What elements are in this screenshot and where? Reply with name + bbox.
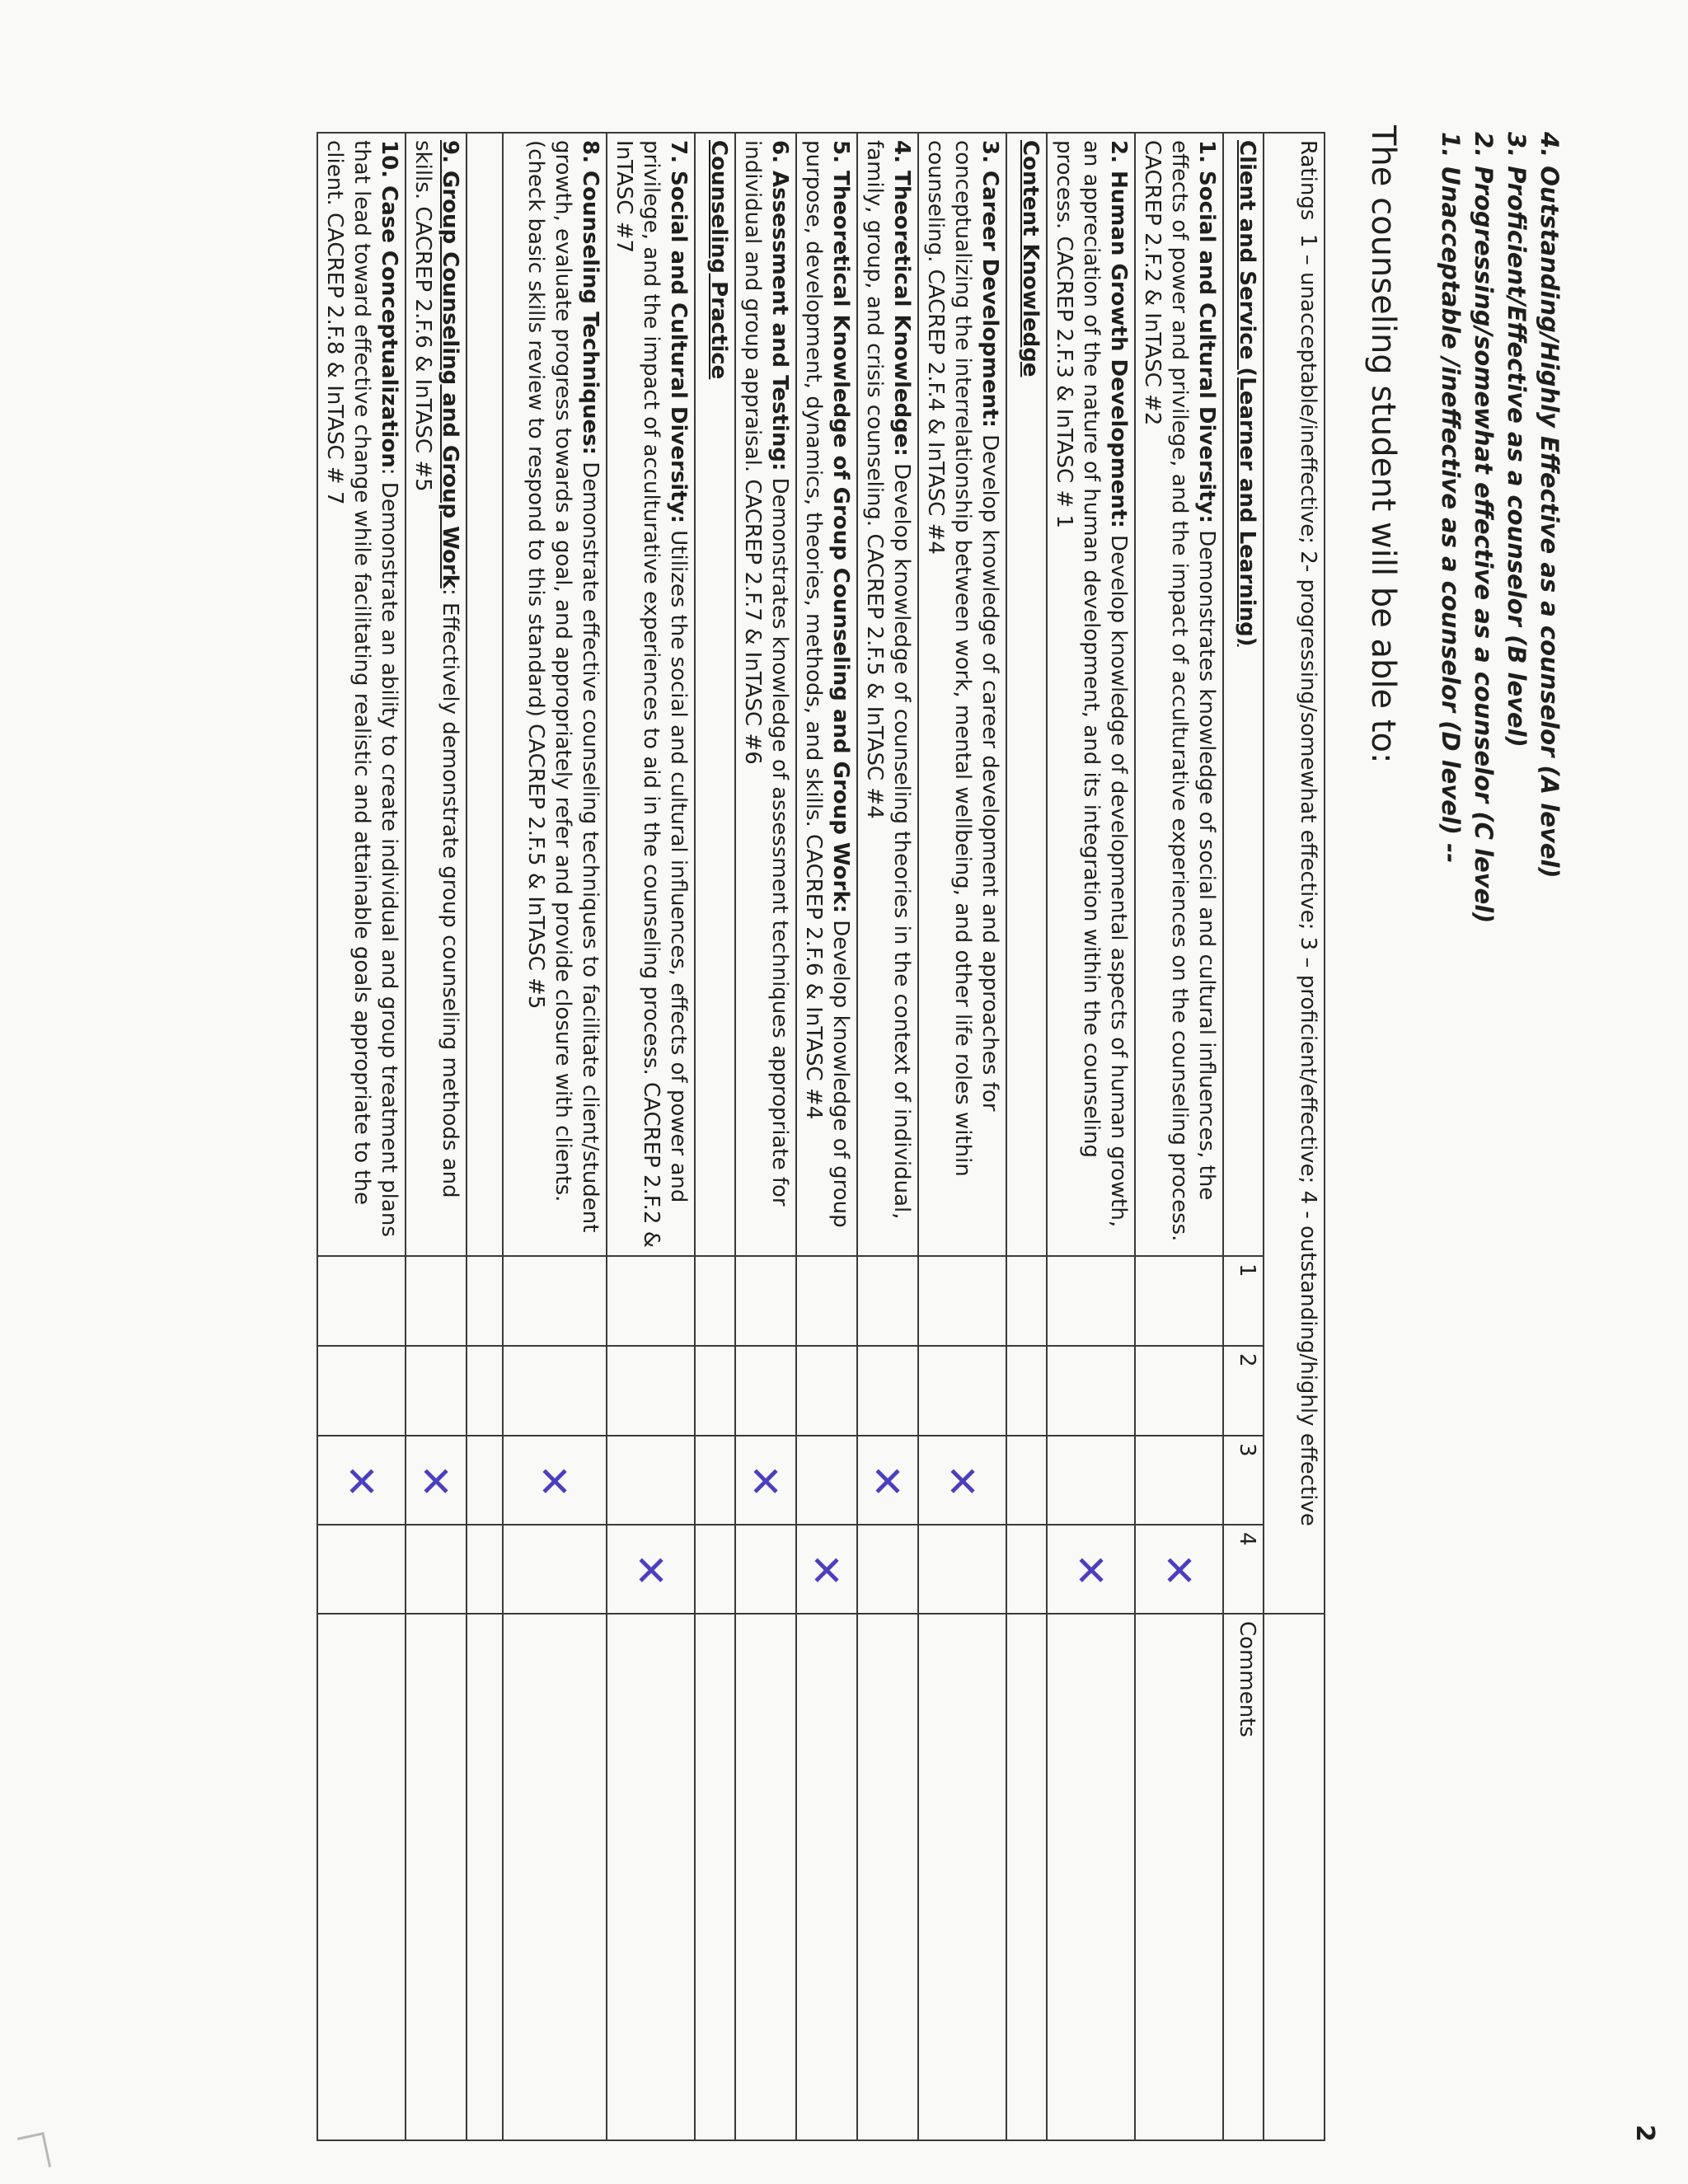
- col-header-3: 3: [1223, 1436, 1264, 1525]
- table-row: [317, 133, 406, 2140]
- rating-cell-3[interactable]: [503, 1436, 607, 1525]
- standard-1: 1. Social and Cultural Diversity: Demonstrates knowledge of social and cultural influences, the effects of power and privilege, and the impact of acculturative experiences on the counseling process. CACREP 2.F.2 & InTASC #2: [1135, 133, 1223, 1256]
- rating-cell-2[interactable]: [857, 1346, 918, 1436]
- rating-cell-2[interactable]: [918, 1346, 1006, 1436]
- ratings-scale: 1 – unacceptable/ineffective; 2- progressing/somewhat effective; 3 – proficient/effective; 4 - outstanding/highly effective: [1296, 233, 1320, 1526]
- table-row: [796, 133, 857, 2140]
- section-client: Client and Service (Learner and Learning): [1223, 133, 1264, 1256]
- col-header-comments: Comments: [1223, 1614, 1264, 2140]
- rating-cell-4[interactable]: [1135, 1525, 1223, 1614]
- comment-cell[interactable]: [857, 1614, 918, 2140]
- rating-cell-4[interactable]: [735, 1525, 796, 1614]
- comment-cell[interactable]: [607, 1614, 695, 2140]
- rating-cell-1[interactable]: [607, 1256, 695, 1346]
- intro-heading: The counseling student will be able to:: [1364, 125, 1402, 764]
- rating-level-4: 4. Outstanding/Highly Effective as a counselor (A level): [1536, 132, 1564, 879]
- comment-cell[interactable]: [796, 1614, 857, 2140]
- rating-cell-3[interactable]: [1135, 1436, 1223, 1525]
- rating-cell-4[interactable]: [796, 1525, 857, 1614]
- standard-10: 10. Case Conceptualization: Demonstrate an ability to create individual and group treatment plans that lead toward effective change while facilitating realistic and attainable goals appropriate to the client. CACREP 2.F.8 & InTASC # 7: [317, 133, 406, 1256]
- col-header-1: 1: [1223, 1256, 1264, 1346]
- scan-corner-mark: [17, 2132, 51, 2172]
- rating-cell-2[interactable]: [317, 1346, 406, 1436]
- rating-cell-3[interactable]: [918, 1436, 1006, 1525]
- rating-cell-4[interactable]: [503, 1525, 607, 1614]
- rating-cell-3[interactable]: [857, 1436, 918, 1525]
- rating-cell-1[interactable]: [317, 1256, 406, 1346]
- rating-mark: ✕: [634, 1545, 668, 1594]
- rating-mark: ✕: [945, 1456, 980, 1504]
- table-row: [406, 133, 467, 2140]
- rating-cell-1[interactable]: [857, 1256, 918, 1346]
- rating-mark: ✕: [1074, 1545, 1109, 1594]
- table-row: [607, 133, 695, 2140]
- standard-5: 5. Theoretical Knowledge of Group Counseling and Group Work: Develop knowledge of group purpose, development, dynamics, theories, methods, and skills. CACREP 2.F.6 & InTASC #4: [796, 133, 857, 1256]
- rating-cell-1[interactable]: [1047, 1256, 1135, 1346]
- rating-mark: ✕: [1162, 1545, 1197, 1594]
- rating-cell-1[interactable]: [1135, 1256, 1223, 1346]
- rating-mark: ✕: [537, 1456, 573, 1504]
- ratings-prefix: Ratings: [1296, 140, 1320, 221]
- rating-cell-4[interactable]: [1047, 1525, 1135, 1614]
- rating-level-legend: [1434, 132, 1566, 923]
- rating-cell-4[interactable]: [317, 1525, 406, 1614]
- rating-cell-2[interactable]: [1135, 1346, 1223, 1436]
- col-header-2: 2: [1223, 1346, 1264, 1436]
- rating-cell-3[interactable]: [607, 1436, 695, 1525]
- rating-level-3: 3. Proficient/Effective as a counselor (B level): [1503, 132, 1531, 748]
- comment-cell[interactable]: [735, 1614, 796, 2140]
- comment-cell[interactable]: [503, 1614, 607, 2140]
- table-row: [503, 133, 607, 2140]
- rating-cell-4[interactable]: [406, 1525, 467, 1614]
- section-row: [695, 133, 735, 2140]
- ratings-blank-cell: [1264, 1614, 1325, 2140]
- standard-4: 4. Theoretical Knowledge: Develop knowledge of counseling theories in the context of individual, family, group, and crisis counseling. CACREP 2.F.5 & InTASC #4: [857, 133, 918, 1256]
- standard-6: 6. Assessment and Testing: Demonstrates knowledge of assessment techniques appropriate for individual and group appraisal. CACREP 2.F.7 & InTASC #6: [735, 133, 796, 1256]
- standard-2: 2. Human Growth Development: Develop knowledge of developmental aspects of human growth, an appreciation of the nature of human development, and its integration within the counseling process. CACREP 2.F.3 & InTASC # 1: [1047, 133, 1135, 1256]
- rating-cell-4[interactable]: [918, 1525, 1006, 1614]
- rating-cell-2[interactable]: [503, 1346, 607, 1436]
- comment-cell[interactable]: [1047, 1614, 1135, 2140]
- section-content: Content Knowledge: [1006, 133, 1047, 1256]
- rating-cell-2[interactable]: [1047, 1346, 1135, 1436]
- rating-cell-1[interactable]: [735, 1256, 796, 1346]
- rating-mark: ✕: [748, 1456, 784, 1504]
- ratings-scale-cell: [1264, 133, 1325, 1614]
- ratings-row: [1264, 133, 1325, 2140]
- rating-cell-1[interactable]: [406, 1256, 467, 1346]
- col-header-4: 4: [1223, 1525, 1264, 1614]
- table-row: [1047, 133, 1135, 2140]
- standard-3: 3. Career Development: Develop knowledge of career development and approaches for conceptualizing the interrelationship between work, mental wellbeing, and other life roles within counseling. CACREP 2.F.4 & InTASC #4: [918, 133, 1006, 1256]
- table-row-blank: [467, 133, 503, 2140]
- rating-cell-3[interactable]: [735, 1436, 796, 1525]
- rating-cell-1[interactable]: [503, 1256, 607, 1346]
- rating-mark: ✕: [809, 1545, 845, 1594]
- rating-cell-4[interactable]: [857, 1525, 918, 1614]
- rating-cell-3[interactable]: [317, 1436, 406, 1525]
- comment-cell[interactable]: [918, 1614, 1006, 2140]
- page-number: 2: [1630, 2125, 1659, 2142]
- standard-8: 8. Counseling Techniques: Demonstrate effective counseling techniques to facilitate client/student growth, evaluate progress towards a goal, and appropriately refer and provide closure with clients. (check basic skills review to respond to this standard) CACREP 2.F.5 & InTASC #5: [503, 133, 607, 1256]
- comment-cell[interactable]: [1135, 1614, 1223, 2140]
- evaluation-table: [316, 132, 1325, 2141]
- rating-mark: ✕: [419, 1456, 454, 1504]
- standard-7: 7. Social and Cultural Diversity: Utilizes the social and cultural influences, effects of power and privilege, and the impact of acculturative experiences to aid in the counseling process. CACREP 2.F.2 & InTASC #7: [607, 133, 695, 1256]
- section-practice: Counseling Practice: [695, 133, 735, 1256]
- rating-cell-1[interactable]: [918, 1256, 1006, 1346]
- table-row: [857, 133, 918, 2140]
- rating-level-1: 1. Unacceptable /ineffective as a counselor (D level) --: [1437, 132, 1465, 864]
- section-row: [1006, 133, 1047, 2140]
- rating-mark: ✕: [345, 1456, 379, 1504]
- comment-cell[interactable]: [406, 1614, 467, 2140]
- table-row: [1135, 133, 1223, 2140]
- rating-mark: ✕: [870, 1456, 906, 1504]
- standard-9: 9. Group Counseling and Group Work: Effectively demonstrate group counseling methods and skills. CACREP 2.F.6 & InTASC #5: [406, 133, 467, 1256]
- table-row: [918, 133, 1006, 2140]
- rating-cell-1[interactable]: [796, 1256, 857, 1346]
- rating-cell-2[interactable]: [735, 1346, 796, 1436]
- rating-cell-2[interactable]: [796, 1346, 857, 1436]
- rating-cell-3[interactable]: [796, 1436, 857, 1525]
- comment-cell[interactable]: [317, 1614, 406, 2140]
- rating-level-2: 2. Progressing/somewhat effective as a counselor (C level): [1470, 132, 1498, 924]
- rating-cell-3[interactable]: [1047, 1436, 1135, 1525]
- rating-cell-2[interactable]: [406, 1346, 467, 1436]
- column-header-row: [1223, 133, 1264, 2140]
- table-row: [735, 133, 796, 2140]
- rating-cell-2[interactable]: [607, 1346, 695, 1436]
- rating-cell-4[interactable]: [607, 1525, 695, 1614]
- rating-cell-3[interactable]: [406, 1436, 467, 1525]
